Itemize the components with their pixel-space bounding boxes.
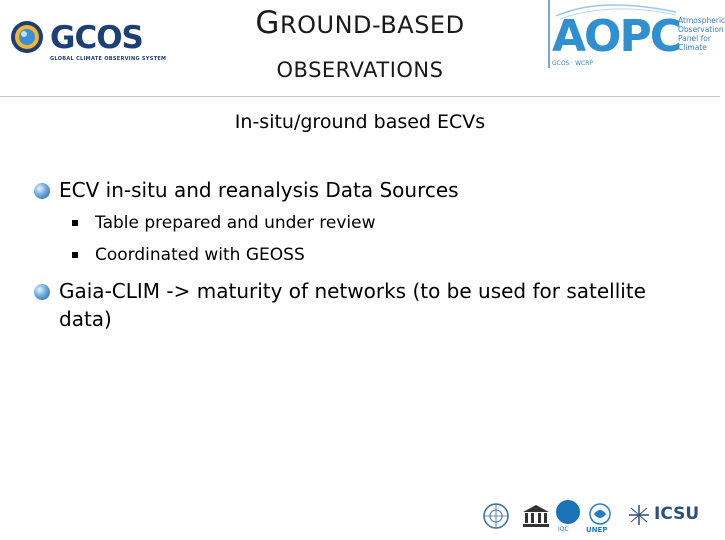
bullet-orb-icon (34, 284, 50, 300)
icsu-label: ICSU (654, 504, 700, 524)
aopc-side-line: Panel for (678, 34, 711, 43)
bullet-item (34, 277, 704, 333)
wmo-emblem-icon (482, 502, 510, 530)
slide-title (180, 4, 540, 84)
aopc-side-text (678, 16, 725, 52)
gcos-logo (10, 18, 170, 68)
aopc-side-line: Atmospheric (678, 16, 725, 25)
bullet-orb-icon (34, 183, 50, 199)
bullet-list (34, 176, 704, 336)
square-bullet-icon (72, 252, 78, 258)
aopc-wordmark: AOPC (552, 11, 680, 62)
bullet-item (34, 176, 704, 204)
square-bullet-icon (72, 220, 78, 226)
slide-subtitle: In-situ/ground based ECVs (234, 111, 486, 133)
globe-icon (10, 20, 44, 54)
gcos-tagline: GLOBAL CLIMATE OBSERVING SYSTEM (50, 56, 167, 62)
aopc-side-line: Climate (678, 43, 707, 52)
title-line-1 (180, 4, 540, 44)
unesco-temple-icon (522, 504, 550, 528)
aopc-footer-text: GCOS · WCRP (552, 60, 594, 67)
title-line-1-rest: ROUND-BASED (279, 11, 465, 39)
aopc-side-line: Observation (678, 25, 724, 34)
partner-logos (478, 496, 714, 536)
title-initial: G (255, 5, 280, 41)
unep-label: UNEP (586, 526, 608, 534)
bullet-text: Gaia-CLIM -> maturity of networks (to be used for satellite data) (59, 279, 646, 331)
ioc-label: IOC (558, 526, 569, 533)
sub-bullet-text: Coordinated with GEOSS (95, 245, 305, 265)
sub-bullet-item (34, 239, 704, 271)
title-line-2: OBSERVATIONS (276, 58, 444, 82)
ioc-emblem-icon (556, 500, 580, 524)
sub-bullet-list (34, 207, 704, 271)
header-divider (0, 96, 720, 97)
icsu-emblem-icon (626, 504, 652, 526)
unep-emblem-icon (586, 502, 614, 528)
sub-bullet-text: Table prepared and under review (95, 213, 376, 233)
sub-bullet-item (34, 207, 704, 239)
bullet-text: ECV in-situ and reanalysis Data Sources (59, 178, 459, 202)
aopc-logo (548, 0, 725, 72)
gcos-wordmark: GCOS (50, 20, 143, 56)
